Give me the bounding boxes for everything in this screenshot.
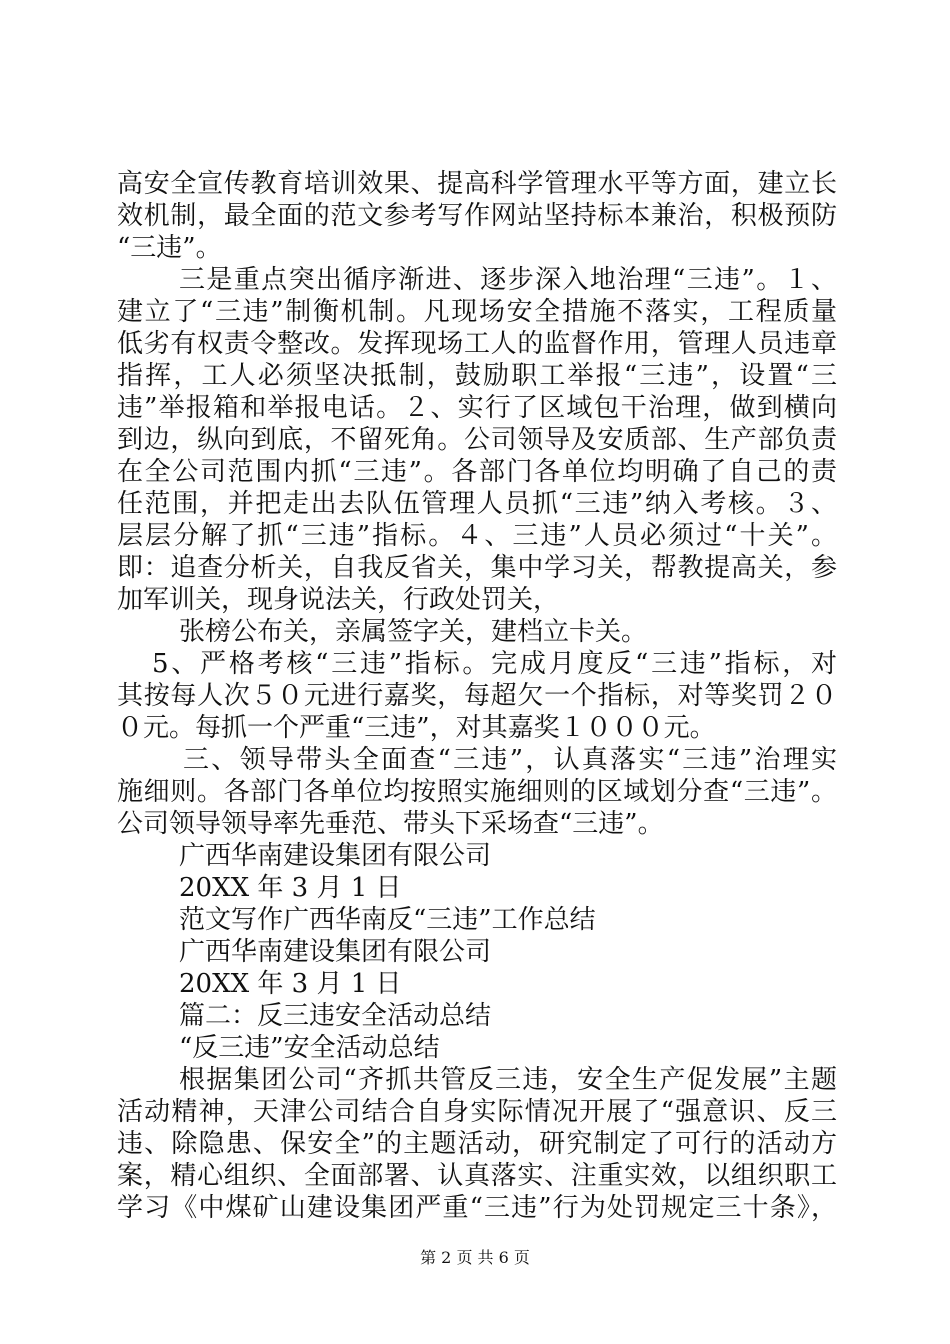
text-line: 建立了“三违”制衡机制。凡现场安全措施不落实，工程质量	[117, 297, 837, 327]
text-line: 案，精心组织、全面部署、认真落实、注重实效，以组织职工	[117, 1161, 837, 1191]
text-line: 加军训关，现身说法关，行政处罚关，	[117, 585, 560, 615]
text-line: 三、领导带头全面查“三违”，认真落实“三违”治理实	[183, 745, 837, 775]
text-line: 即：追查分析关，自我反省关，集中学习关，帮教提高关，参	[117, 553, 837, 583]
text-line: 违”举报箱和举报电话。２、实行了区域包干治理，做到横向	[117, 393, 837, 423]
text-line: 5、严格考核“三违”指标。完成月度反“三违”指标，对	[152, 649, 837, 679]
text-line: 施细则。各部门各单位均按照实施细则的区域划分查“三违”。	[117, 777, 837, 807]
text-line: 20XX 年 3 月 1 日	[179, 873, 402, 903]
text-line: 效机制，最全面的范文参考写作网站坚持标本兼治，积极预防	[117, 201, 837, 231]
text-line: ０元。每抓一个严重“三违”，对其嘉奖１０００元。	[117, 713, 716, 743]
document-body	[117, 168, 837, 1224]
text-line: 活动精神，天津公司结合自身实际情况开展了“强意识、反三	[117, 1097, 837, 1127]
text-line: 低劣有权责令整改。发挥现场工人的监督作用，管理人员违章	[117, 329, 837, 359]
text-line: 张榜公布关，亲属签字关，建档立卡关。	[179, 617, 648, 647]
text-line: 任范围，并把走出去队伍管理人员抓“三违”纳入考核。３、	[117, 489, 837, 519]
text-line: 广西华南建设集团有限公司	[179, 937, 492, 967]
text-line: 广西华南建设集团有限公司	[179, 841, 492, 871]
text-line: 根据集团公司“齐抓共管反三违，安全生产促发展”主题	[179, 1065, 837, 1095]
text-line: 20XX 年 3 月 1 日	[179, 969, 402, 999]
text-line: 到边，纵向到底，不留死角。公司领导及安质部、生产部负责	[117, 425, 837, 455]
text-line: 范文写作广西华南反“三违”工作总结	[179, 905, 596, 935]
text-line: 篇二：反三违安全活动总结	[179, 1001, 492, 1031]
text-line: 公司领导领导率先垂范、带头下采场查“三违”。	[117, 809, 664, 839]
text-line: 指挥，工人必须坚决抵制，鼓励职工举报“三违”，设置“三	[117, 361, 837, 391]
text-line: 在全公司范围内抓“三违”。各部门各单位均明确了自己的责	[117, 457, 837, 487]
text-line: 高安全宣传教育培训效果、提高科学管理水平等方面，建立长	[117, 169, 837, 199]
page-footer: 第 2 页 共 6 页	[420, 1248, 530, 1267]
text-line: 三是重点突出循序渐进、逐步深入地治理“三违”。１、	[179, 265, 837, 295]
text-line: 违、除隐患、保安全”的主题活动，研究制定了可行的活动方	[117, 1129, 837, 1159]
text-line: 学习《中煤矿山建设集团严重“三违”行为处罚规定三十条》，	[117, 1193, 837, 1223]
text-line: 层层分解了抓“三违”指标。４、三违”人员必须过“十关”。	[117, 521, 837, 551]
text-line: “反三违”安全活动总结	[179, 1033, 440, 1063]
text-line: 其按每人次５０元进行嘉奖，每超欠一个指标，对等奖罚２０	[117, 681, 837, 711]
text-line: “三违”。	[117, 233, 222, 263]
